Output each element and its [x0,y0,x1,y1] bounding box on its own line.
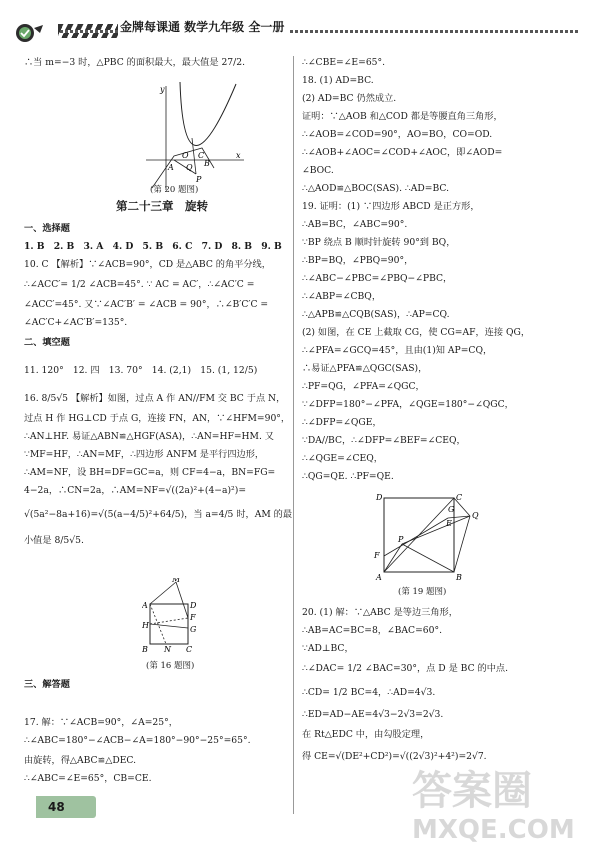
svg-text:F: F [374,551,380,560]
svg-text:A: A [376,573,382,582]
section-heading: 一、选择题 [24,223,70,234]
text-line: ∴∠ABP=∠CBQ， [302,291,382,302]
svg-text:O: O [182,151,189,160]
text-line: ∵MF=HF，∴AN=MF，∴四边形 ANFM 是平行四边形， [24,449,265,460]
text-line: ∠BOC. [302,165,334,176]
text-line: ∴QG=QE. ∴PF=QE. [302,471,394,482]
text-line: ∴∠AOB=∠COD=90°，AO=BO，CO=OD. [302,129,493,140]
text-line: 小值是 8/5√5. [24,535,84,546]
svg-text:B: B [204,159,210,168]
text-line: ∴AM=NF，设 BH=DF=GC=a，则 CF=4−a，BN=FG= [24,467,276,478]
text-line: ∴ED=AD−AE=4√3−2√3=2√3. [302,709,444,720]
svg-text:C: C [186,645,193,654]
text-line: ∴AN⊥HF. 易证△ABN≌△HGF(ASA)，∴AN=HF=HM. 又 [24,431,274,442]
svg-text:P: P [398,535,404,544]
text-line: 1. B 2. B 3. A 4. D 5. B 6. C 7. D 8. B 9. B [24,241,282,252]
text-line: ∴∠DFP=∠QGE， [302,417,382,428]
svg-text:D: D [190,601,197,610]
text-line: ∴∠ACC′= 1/2 ∠ACB=45°. ∵ AC = AC′，∴∠AC′C = [24,279,255,290]
text-line: 4−2a，∴CN=2a，∴AM=NF=√((2a)²+(4−a)²)= [24,485,247,496]
text-line: 19. 证明：(1) ∵四边形 ABCD 是正方形， [302,201,480,212]
svg-text:A: A [142,601,148,610]
text-line: ∴AB=BC，∠ABC=90°. [302,219,408,230]
column-divider [293,56,294,814]
svg-text:G: G [448,505,455,514]
figure-16-square [142,578,202,656]
figure-16-caption: (第 16 题图) [146,661,195,671]
svg-text:y: y [160,85,165,94]
text-line: ∠AC′C+∠AC′B′=135°. [24,317,128,328]
text-line: ∴∠ABC−∠PBC=∠PBQ−∠PBC， [302,273,453,284]
text-line: ∴∠AOB+∠AOC=∠COD+∠AOC，即∠AOD= [302,147,503,158]
text-line: ∴∠PFA=∠GCQ=45°，且由(1)知 AP=CQ， [302,345,493,356]
svg-text:M: M [172,578,181,584]
figure-20-parabola [144,78,244,196]
page-number: 48 [36,796,96,818]
text-line: 20. (1) 解：∵△ABC 是等边三角形， [302,607,458,618]
text-line: ∵AD⊥BC， [302,643,354,654]
text-line: ∠ACC′=45°. 又∵∠AC′B′ = ∠ACB = 90°，∴∠B′C′C = [24,299,269,310]
svg-text:B: B [142,645,148,654]
svg-text:N: N [164,645,171,654]
text-line: 过点 H 作 HG⊥CD 于点 G，连接 FN，AN，∵∠HFM=90°， [24,413,291,424]
text-line: ∴AB=AC=BC=8，∠BAC=60°. [302,625,442,636]
text-line: 17. 解：∵∠ACB=90°，∠A=25°， [24,717,178,728]
svg-text:C: C [456,493,463,502]
text-line: ∴∠ABC=∠E=65°，CB=CE. [24,773,152,784]
svg-text:B: B [456,573,462,582]
text-line: ∴易证△PFA≌△QGC(SAS)， [302,363,428,374]
header-title: 金牌每课通 数学九年级 全一册 [118,18,290,35]
chapter-title: 第二十三章 旋转 [116,199,208,213]
text-line: ∴∠QGE=∠CEQ， [302,453,383,464]
text-line: (2) AD=BC 仍然成立. [302,93,397,104]
svg-text:x: x [236,151,241,160]
figure-19-caption: (第 19 题图) [398,587,447,597]
text-line: ∴PF=QG，∠PFA=∠QGC， [302,381,425,392]
text-line: √(5a²−8a+16)=√(5(a−4/5)²+64/5)，当 a=4/5 时，AM 的最 [24,509,293,520]
text-line: ∴△AOD≌△BOC(SAS). ∴AD=BC. [302,183,450,194]
svg-text:E: E [446,519,452,528]
text-line: 16. 8/5√5 【解析】如图，过点 A 作 AN//FM 交 BC 于点 N， [24,393,286,404]
figure-19-square [372,492,482,584]
watermark-logo [404,758,584,844]
text-line: 10. C 【解析】∵∠ACB=90°，CD 是△ABC 的角平分线， [24,259,271,270]
text-line: ∴∠ABC=180°−∠ACB−∠A=180°−90°−25°=65°. [24,735,251,746]
text-line: ∵DA//BC，∴∠DFP=∠BEF=∠CEQ， [302,435,466,446]
svg-text:G: G [190,625,197,634]
text-line: ∴∠DAC= 1/2 ∠BAC=30°，点 D 是 BC 的中点. [302,663,509,674]
text-line: 在 Rt△EDC 中，由勾股定理， [302,729,430,740]
text-line: ∴BP=BQ，∠PBQ=90°， [302,255,414,266]
svg-text:F: F [190,613,196,622]
medal-logo-icon [12,22,44,44]
section-heading: 二、填空题 [24,337,70,348]
text-line: 由旋转，得△ABC≌△DEC. [24,755,137,766]
text-line: ∴∠CBE=∠E=65°. [302,57,386,68]
page-header [0,0,590,50]
text-line: (2) 如图，在 CE 上截取 CG，使 CG=AF，连接 QG， [302,327,531,338]
svg-text:A: A [168,163,174,172]
text-line: ∵BP 绕点 B 顺时针旋转 90°到 BQ， [302,237,456,248]
svg-text:P: P [196,175,202,184]
svg-text:C: C [198,151,205,160]
text-line: 11. 120° 12. 四 13. 70° 14. (2,1) 15. (1, 12/5) [24,365,258,376]
text-line: 18. (1) AD=BC. [302,75,374,86]
svg-text:Q: Q [186,163,193,172]
text-line: ∴△APB≌△CQB(SAS)，∴AP=CQ. [302,309,450,320]
svg-text:Q: Q [472,511,479,520]
text-line: ∴CD= 1/2 BC=4，∴AD=4√3. [302,687,436,698]
text-line: ∴当 m=−3 时，△PBC 的面积最大，最大值是 27/2. [24,57,246,68]
text-line: 证明：∵△AOB 和△COD 都是等腰直角三角形， [302,111,503,122]
text-line: 得 CE=√(DE²+CD²)=√((2√3)²+4²)=2√7. [302,751,487,762]
section-heading: 三、解答题 [24,679,70,690]
svg-text:D: D [376,493,383,502]
text-line: ∵∠DFP=180°−∠PFA，∠QGE=180°−∠QGC， [302,399,514,410]
figure-20-caption: (第 20 题图) [150,185,199,195]
svg-text:H: H [142,621,149,630]
svg-text:答案圈: 答案圈 [412,768,532,814]
svg-text:MXQE.COM: MXQE.COM [412,815,575,844]
